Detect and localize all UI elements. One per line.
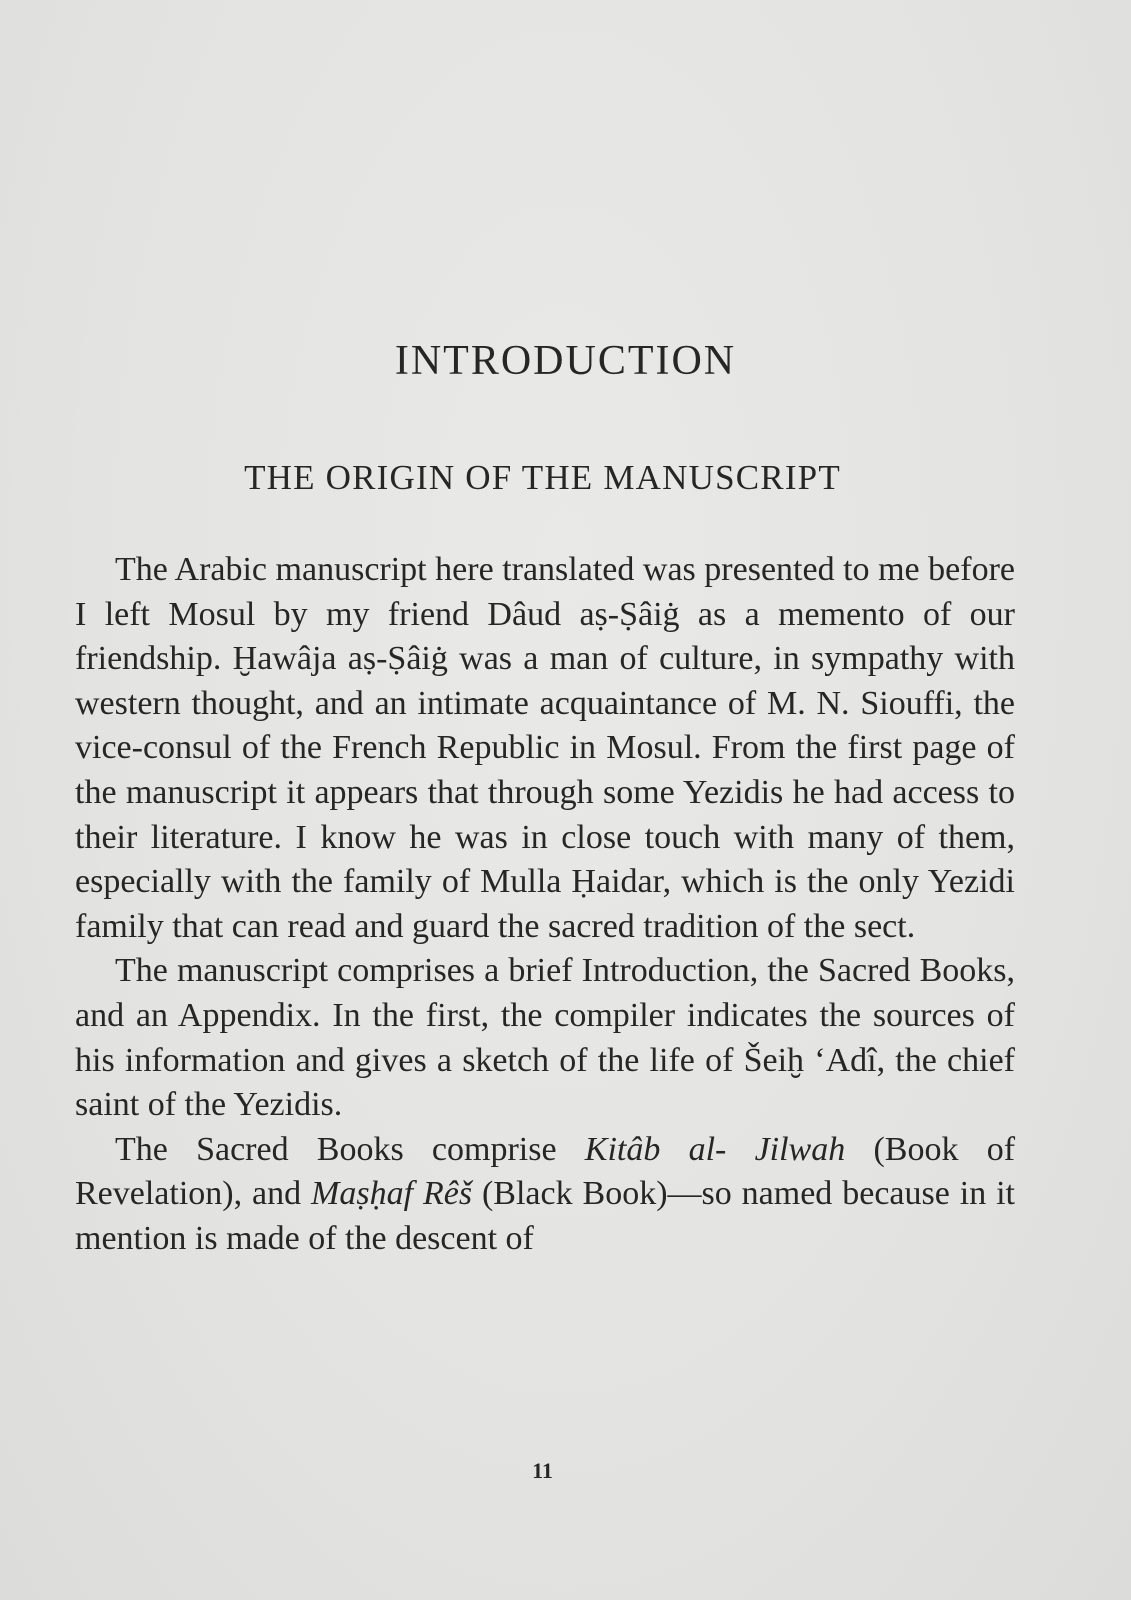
page-number: 11: [532, 1458, 553, 1483]
section-title: THE ORIGIN OF THE MANUSCRIPT: [244, 458, 841, 497]
text-run: (Black Book)—so named because in it mention is made of the descent of: [75, 1175, 1016, 1257]
text-run: (Book of Revelation), and: [75, 1130, 1016, 1213]
paragraph-origin: The Arabic manuscript here translated was presented to me before I left Mosul by my friend Dâud aṣ-Ṣâiġ as a memento of our friendship. Ḫawâja aṣ-Ṣâiġ was a man of culture, in sympathy with western thought, and an intimate acquaintance of M. N. Siouffi, the vice-consul of the French Republic in Mosul. From the first page of the manuscript it appears that through some Yezidis he had access to their literature. I know he was in close touch with many of them, especially with the family of Mulla Ḥaidar, which is the only Yezidi family that can read and guard the sacred tradition of the sect.: [75, 551, 1015, 945]
paragraph-contents: The manuscript comprises a brief Introduction, the Sacred Books, and an Appendix. In the first, the compiler indicates the sources of his information and gives a sketch of the life of Šeiḫ ‘Adî, the chief saint of the Yezidis.: [75, 952, 1015, 1124]
body-text: [75, 548, 1015, 1262]
book-title-mashaf-res: Maṣḥaf Rêš: [311, 1175, 473, 1213]
text-run: The Sacred Books comprise: [115, 1130, 585, 1168]
paragraph-sacred-books: [75, 1128, 1015, 1262]
chapter-title: INTRODUCTION: [394, 338, 737, 384]
book-title-kitab-al-jilwah: Kitâb al- Jilwah: [584, 1130, 846, 1168]
